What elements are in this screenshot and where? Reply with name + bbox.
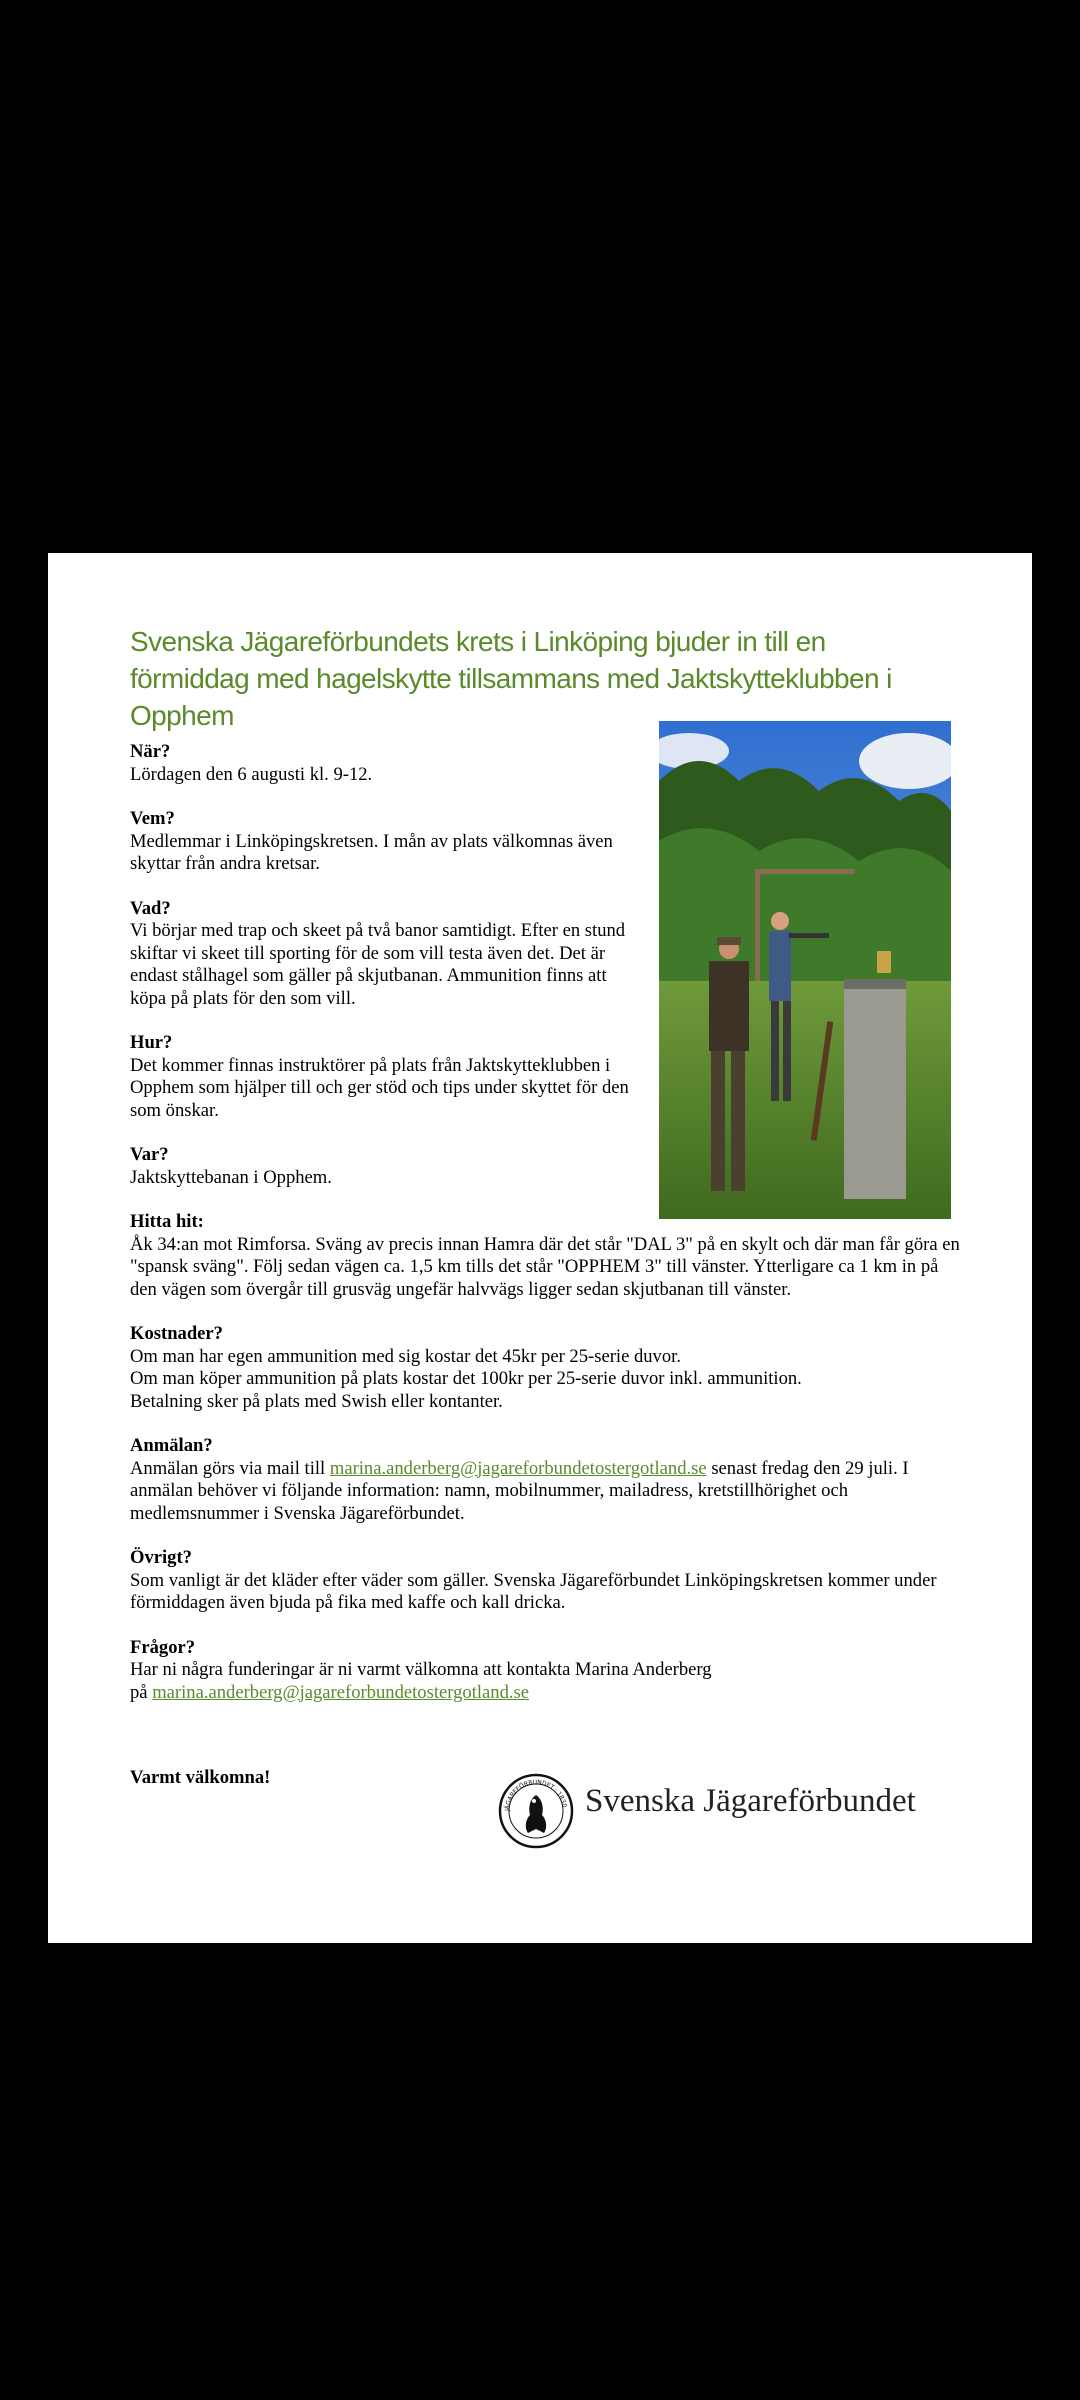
section-nar [130, 741, 645, 786]
welcome-text: Varmt välkomna! [130, 1767, 271, 1788]
section-text [130, 1458, 960, 1526]
section-ovrigt [130, 1547, 960, 1615]
anmalan-text-after: senast fredag den 29 juli. I anmälan behöver vi följande information: namn, mobilnummer, mailadress, kretstillhörighet och medlemsnummer i Svenska Jägareförbundet. [130, 1457, 909, 1524]
section-text [130, 1682, 960, 1705]
email-link[interactable]: marina.anderberg@jagareforbundetostergotland.se [152, 1681, 530, 1703]
section-text: Om man har egen ammunition med sig kostar det 45kr per 25-serie duvor. [130, 1345, 681, 1367]
section-anmalan [130, 1435, 960, 1525]
section-text: Åk 34:an mot Rimforsa. Sväng av precis innan Hamra där det står "DAL 3" på en skylt och där man får göra en "spansk sväng". Följ sedan vägen ca. 1,5 km tills det står "OPPHEM 3" till vänster. Ytterligare ca 1 km in på den vägen som övergår till grusväg ungefär halvvägs ligger sedan skjutbanan till vänster. [130, 1233, 960, 1300]
section-text: Vi börjar med trap och skeet på två banor samtidigt. Efter en stund skiftar vi skeet till sporting för de som vill testa även det. Det är endast stålhagel som gäller på skjutbanan. Ammunition finns att köpa på plats för den som vill. [130, 920, 626, 1009]
email-link[interactable]: marina.anderberg@jagareforbundetostergotland.se [329, 1457, 707, 1479]
section-kostnader [130, 1323, 960, 1413]
svg-text:JÄGAREFÖRBUNDET · 1830: JÄGAREFÖRBUNDET · 1830 [503, 1778, 568, 1812]
fragor-prefix: på [130, 1681, 153, 1703]
section-hur [130, 1032, 645, 1122]
section-heading: Var? [130, 1144, 169, 1165]
section-text: Lördagen den 6 augusti kl. 9-12. [130, 763, 373, 785]
section-vad [130, 898, 645, 1011]
section-text: Om man köper ammunition på plats kostar det 100kr per 25-serie duvor inkl. ammunition. [130, 1368, 802, 1389]
section-heading: Frågor? [130, 1636, 196, 1658]
section-text: Jaktskyttebanan i Opphem. [130, 1166, 332, 1188]
anmalan-text-before: Anmälan görs via mail till [130, 1457, 330, 1479]
section-heading: När? [130, 741, 171, 762]
section-heading: Kostnader? [130, 1323, 223, 1344]
section-heading: Hur? [130, 1032, 173, 1053]
document-title: Svenska Jägareförbundets krets i Linköping bjuder in till en förmiddag med hagelskytte tillsammans med Jaktskytteklubben i Opphem [130, 626, 892, 731]
section-text: Som vanligt är det kläder efter väder som gäller. Svenska Jägareförbundet Linköpingskretsen kommer under förmiddagen även bjuda på fika med kaffe och kall dricka. [130, 1569, 937, 1613]
section-text: Medlemmar i Linköpingskretsen. I mån av plats välkomnas även skyttar från andra kretsar. [130, 830, 613, 874]
section-heading: Vem? [130, 808, 175, 829]
section-hitta-hit [130, 1211, 960, 1301]
section-var [130, 1144, 645, 1189]
document-page [48, 553, 1032, 1943]
section-heading: Vad? [130, 897, 171, 919]
section-fragor [130, 1637, 960, 1705]
section-text: Har ni några funderingar är ni varmt välkomna att kontakta Marina Anderberg [130, 1659, 712, 1680]
section-text: Betalning sker på plats med Swish eller kontanter. [130, 1390, 503, 1412]
organization-logo [496, 1767, 956, 1857]
hunter-seal-icon [496, 1769, 576, 1853]
document-body [130, 741, 960, 1726]
section-heading: Hitta hit: [130, 1211, 204, 1232]
section-text: Det kommer finnas instruktörer på plats från Jaktskytteklubben i Opphem som hjälper till och ger stöd och tips under skyttet för den som önskar. [130, 1054, 629, 1121]
logo-wordmark: Svenska Jägareförbundet [585, 1783, 916, 1819]
section-heading: Övrigt? [130, 1547, 192, 1568]
section-heading: Anmälan? [130, 1435, 213, 1456]
section-vem [130, 808, 645, 876]
